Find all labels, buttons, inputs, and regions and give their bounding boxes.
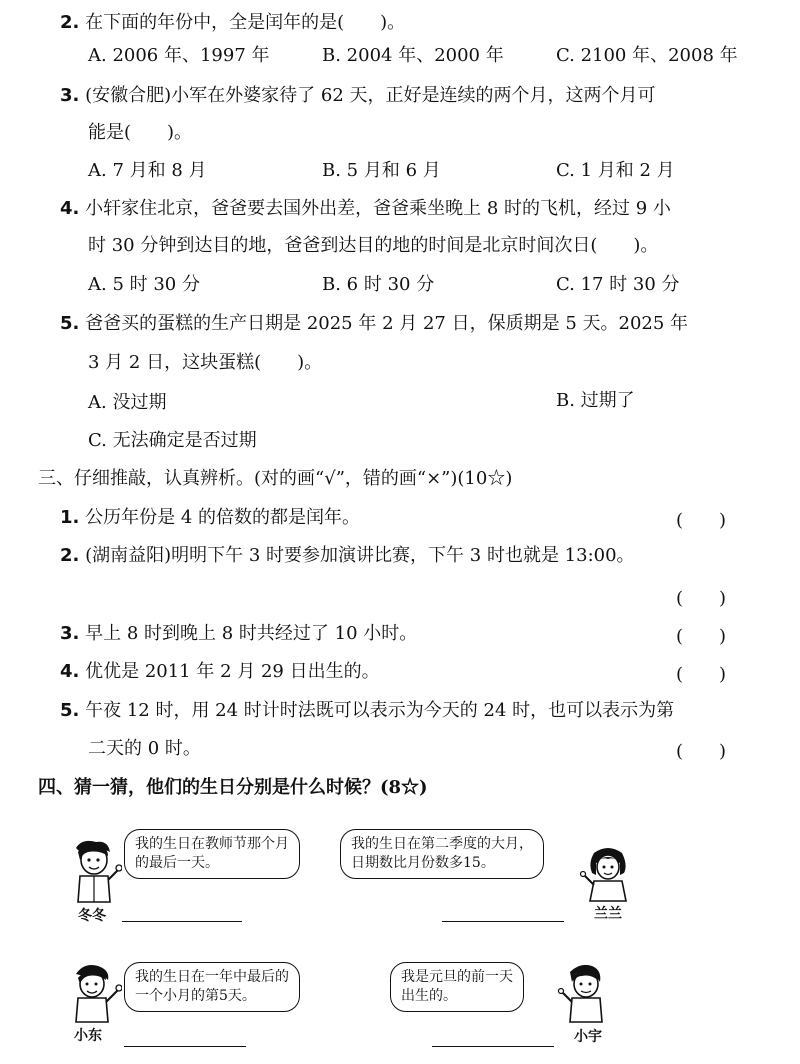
option-a[interactable]: A. 2006 年、1997 年 <box>88 45 270 66</box>
speech-bubble <box>340 829 544 879</box>
boy-xiaodong-illustration <box>64 962 122 1024</box>
item-text: 午夜 12 时，用 24 时计时法既可以表示为今天的 24 时，也可以表示为第 <box>85 700 675 721</box>
boy-dongdong-illustration <box>66 838 122 904</box>
item-number: 3. <box>60 623 80 644</box>
question-number: 4. <box>60 198 80 219</box>
item-number: 1. <box>60 507 80 528</box>
question-stem: 小轩家住北京，爸爸要去国外出差，爸爸乘坐晚上 8 时的飞机，经过 9 小 <box>85 198 671 219</box>
question-stem: 在下面的年份中，全是闰年的是( )。 <box>85 12 406 33</box>
speech-text: 一个小月的第5天。 <box>135 988 256 1004</box>
option-b[interactable]: B. 6 时 30 分 <box>322 274 435 295</box>
item-number: 2. <box>60 545 80 566</box>
option-a[interactable]: A. 没过期 <box>88 392 167 413</box>
item-number: 5. <box>60 700 80 721</box>
question-3 <box>60 85 656 107</box>
speech-text: 我是元旦的前一天 <box>401 969 513 985</box>
judge-item-3 <box>60 623 417 645</box>
item-text: (湖南益阳)明明下午 3 时要参加演讲比赛，下午 3 时也就是 13:00。 <box>85 545 635 566</box>
answer-paren[interactable]: ( ) <box>676 626 727 647</box>
speech-text: 的最后一天。 <box>135 855 219 871</box>
option-c[interactable]: C. 17 时 30 分 <box>556 274 680 295</box>
answer-blank[interactable] <box>432 1046 554 1047</box>
judge-item-1 <box>60 507 360 529</box>
question-stem-cont: 时 30 分钟到达目的地，爸爸到达目的地的时间是北京时间次日( )。 <box>88 235 659 256</box>
question-stem: (安徽合肥)小军在外婆家待了 62 天，正好是连续的两个月，这两个月可 <box>85 85 656 106</box>
question-2 <box>60 12 405 34</box>
question-stem-cont: 3 月 2 日，这块蛋糕( )。 <box>88 352 323 373</box>
option-a[interactable]: A. 5 时 30 分 <box>88 274 200 295</box>
answer-paren[interactable]: ( ) <box>676 510 727 531</box>
option-b[interactable]: B. 5 月和 6 月 <box>322 160 441 181</box>
item-text-cont: 二天的 0 时。 <box>88 738 201 759</box>
item-text: 公历年份是 4 的倍数的都是闰年。 <box>85 507 361 528</box>
speech-text: 我的生日在第二季度的大月， <box>351 836 533 852</box>
item-text: 优优是 2011 年 2 月 29 日出生的。 <box>85 661 380 682</box>
boy-xiaoyu-illustration <box>556 962 614 1024</box>
option-c[interactable]: C. 1 月和 2 月 <box>556 160 675 181</box>
question-stem: 爸爸买的蛋糕的生产日期是 2025 年 2 月 27 日，保质期是 5 天。2025 年 <box>85 313 689 334</box>
character-name: 小宇 <box>574 1029 602 1045</box>
question-4 <box>60 198 671 220</box>
answer-blank[interactable] <box>124 1046 246 1047</box>
section-4-title: 四、猜一猜，他们的生日分别是什么时候？(8☆) <box>38 777 428 798</box>
answer-blank[interactable] <box>442 921 564 922</box>
option-b[interactable]: B. 2004 年、2000 年 <box>322 45 504 66</box>
speech-text: 日期数比月份数多15。 <box>351 855 495 871</box>
speech-text: 我的生日在一年中最后的 <box>135 969 289 985</box>
option-b[interactable]: B. 过期了 <box>556 390 635 411</box>
character-name: 兰兰 <box>594 906 622 922</box>
option-c[interactable]: C. 无法确定是否过期 <box>88 430 257 451</box>
speech-bubble <box>390 962 524 1012</box>
speech-bubble <box>124 829 300 879</box>
question-number: 3. <box>60 85 80 106</box>
question-number: 5. <box>60 313 80 334</box>
question-stem-cont: 能是( )。 <box>88 122 193 143</box>
answer-paren[interactable]: ( ) <box>676 588 727 609</box>
question-5 <box>60 313 688 335</box>
speech-text: 出生的。 <box>401 988 457 1004</box>
item-text: 早上 8 时到晚上 8 时共经过了 10 小时。 <box>85 623 418 644</box>
judge-item-5 <box>60 700 674 722</box>
girl-lanlan-illustration <box>580 845 636 903</box>
speech-text: 我的生日在教师节那个月 <box>135 836 289 852</box>
character-name: 冬冬 <box>78 908 106 924</box>
character-name: 小东 <box>74 1028 102 1044</box>
item-number: 4. <box>60 661 80 682</box>
judge-item-2 <box>60 545 635 567</box>
question-number: 2. <box>60 12 80 33</box>
option-a[interactable]: A. 7 月和 8 月 <box>88 160 207 181</box>
speech-bubble <box>124 962 300 1012</box>
answer-paren[interactable]: ( ) <box>676 664 727 685</box>
answer-blank[interactable] <box>122 921 242 922</box>
option-c[interactable]: C. 2100 年、2008 年 <box>556 45 738 66</box>
answer-paren[interactable]: ( ) <box>676 741 727 762</box>
section-3-title: 三、仔细推敲，认真辨析。(对的画“√”，错的画“×”)(10☆) <box>38 468 513 489</box>
judge-item-4 <box>60 661 380 683</box>
